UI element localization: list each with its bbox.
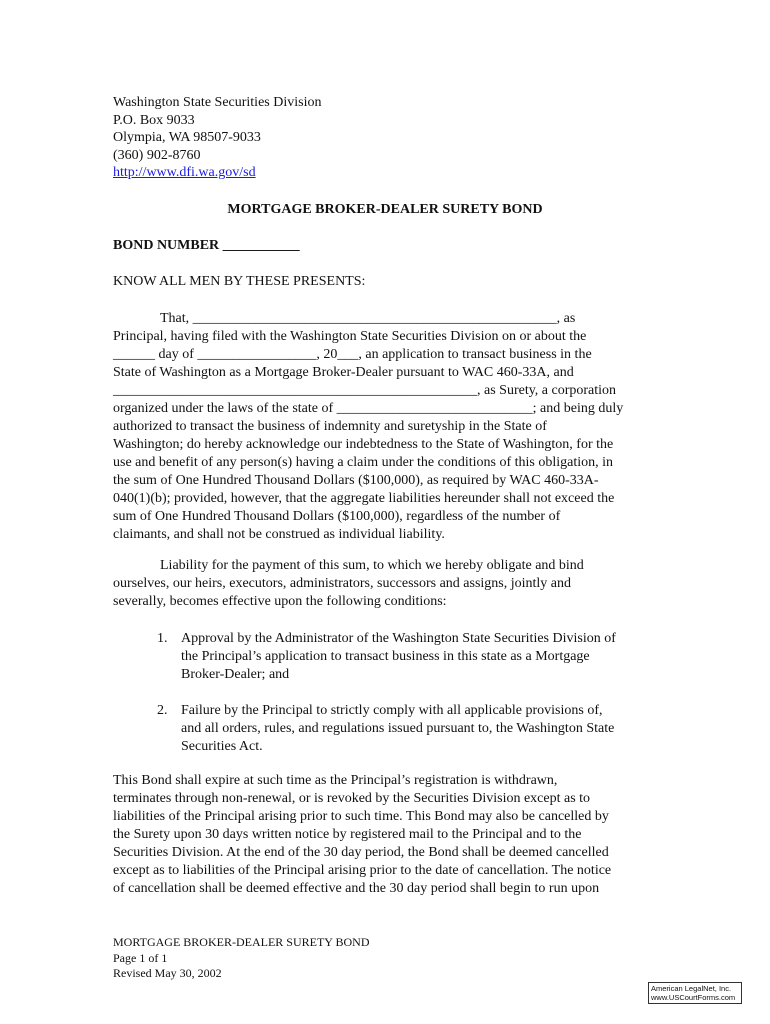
stamp-website: www.USCourtForms.com [651,993,736,1002]
condition-number: 1. [157,631,168,646]
paragraph-line: terminates through non-renewal, or is revoked by the Securities Division except as to [113,791,591,806]
paragraph-line: use and benefit of any person(s) having a claim under the conditions of this obligation, in [113,455,613,470]
condition-number: 2. [157,703,168,718]
condition-line: Broker-Dealer; and [181,667,290,682]
stamp-company: American LegalNet, Inc. [651,984,732,993]
paragraph-line: ____________________________________________________, as Surety, a corporation [113,383,617,398]
publisher-stamp [648,982,742,1004]
paragraph-line: Principal, having filed with the Washington State Securities Division on or about the [113,329,587,344]
paragraph-line: the Surety upon 30 days written notice by registered mail to the Principal and to the [113,827,582,842]
paragraph-line: the sum of One Hundred Thousand Dollars ($100,000), as required by WAC 460-33A- [113,473,599,488]
paragraph-line: That, ____________________________________________________, as [160,311,576,326]
paragraph-line: 040(1)(b); provided, however, that the aggregate liabilities hereunder shall not exceed the [113,491,615,506]
paragraph-line: sum of One Hundred Thousand Dollars ($100,000), regardless of the number of [113,509,561,524]
paragraph-line: ______ day of _________________, 20___, an application to transact business in the [113,347,592,362]
paragraph-line: except as to liabilities of the Principal arising prior to the date of cancellation. The notice [113,863,612,878]
paragraph-line: claimants, and shall not be construed as individual liability. [113,527,445,542]
bond-number-field: BOND NUMBER ___________ [113,238,300,253]
paragraph-liability [113,557,673,611]
phone-number: (360) 902-8760 [113,147,201,163]
org-name: Washington State Securities Division [113,95,322,110]
condition-item [157,702,616,756]
condition-line: Securities Act. [181,739,263,754]
condition-item [157,630,616,684]
footer-revised-date: Revised May 30, 2002 [113,966,222,980]
paragraph-line: authorized to transact the business of indemnity and suretyship in the State of [113,419,547,434]
website-link[interactable]: http://www.dfi.wa.gov/sd [113,165,256,180]
paragraph-line: Liability for the payment of this sum, to which we hereby obligate and bind [160,558,584,573]
paragraph-expiration [113,772,673,898]
condition-line: Approval by the Administrator of the Washington State Securities Division of [181,631,616,646]
conditions-list [157,630,616,774]
paragraph-line: Securities Division. At the end of the 30 day period, the Bond shall be deemed cancelled [113,845,609,860]
condition-line: Failure by the Principal to strictly comply with all applicable provisions of, [181,703,603,718]
paragraph-line: of cancellation shall be deemed effective and the 30 day period shall begin to run upon [113,881,600,896]
paragraph-line: Washington; do hereby acknowledge our indebtedness to the State of Washington, for the [113,437,614,452]
paragraph-line: organized under the laws of the state of ____________________________; and being duly [113,401,624,416]
condition-line: the Principal’s application to transact business in this state as a Mortgage [181,649,590,664]
paragraph-line: liabilities of the Principal arising prior to such time. This Bond may also be cancelled by [113,809,609,824]
condition-line: and all orders, rules, and regulations issued pursuant to, the Washington State [181,721,615,736]
paragraph-line: severally, becomes effective upon the following conditions: [113,594,447,609]
address-block [113,94,321,182]
po-box: P.O. Box 9033 [113,112,195,128]
paragraph-line: ourselves, our heirs, executors, administrators, successors and assigns, jointly and [113,576,572,591]
document-title: MORTGAGE BROKER-DEALER SURETY BOND [227,202,543,217]
footer-page-number: Page 1 of 1 [113,950,168,965]
city-line: Olympia, WA 98507-9033 [113,130,261,145]
paragraph-principal-surety [113,310,673,544]
page-footer [113,935,370,982]
know-all-heading: KNOW ALL MEN BY THESE PRESENTS: [113,274,366,289]
footer-title: MORTGAGE BROKER-DEALER SURETY BOND [113,935,370,949]
paragraph-line: This Bond shall expire at such time as the Principal’s registration is withdrawn, [113,773,558,788]
paragraph-line: State of Washington as a Mortgage Broker-Dealer pursuant to WAC 460-33A, and [113,365,574,380]
